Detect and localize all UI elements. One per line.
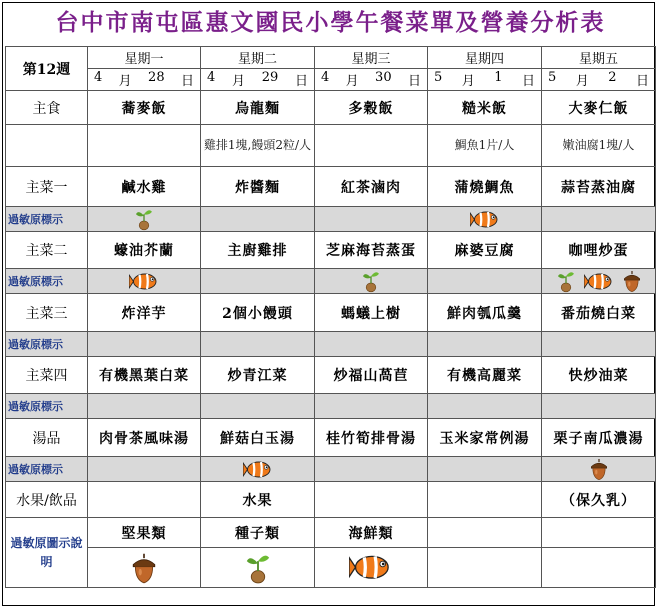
fruit-item: （保久乳） [542,482,656,518]
staple-note-label [6,125,88,167]
fruit-item [315,482,428,518]
main2-dish: 主廚雞排 [201,232,315,269]
staple-dish: 烏龍麵 [201,91,315,125]
allergen-cell [428,394,542,419]
acorn-icon [130,551,158,585]
row-label-staple: 主食 [6,91,88,125]
legend-icon-cell [315,548,428,588]
acorn-icon [622,269,642,293]
allergen-cell [201,457,315,482]
main1-dish: 蒜苔蒸油腐 [542,167,656,207]
allergen-legend-label: 過敏原圖示說明 [6,518,88,588]
allergen-cell [315,207,428,232]
row-label-main1: 主菜一 [6,167,88,207]
main4-dish: 快炒油菜 [542,357,656,394]
date-cell: 5 月 2 日 [542,69,656,91]
row-label-main2: 主菜二 [6,232,88,269]
empty-cell [542,548,656,588]
main2-dish: 咖哩炒蛋 [542,232,656,269]
allergen-row-label: 過敏原標示 [6,207,88,232]
date-cell: 4 月 28 日 [88,69,201,91]
allergen-cell [428,269,542,294]
staple-dish: 多穀飯 [315,91,428,125]
allergen-cell [201,207,315,232]
clownfish-icon [584,271,614,292]
weekday-header: 星期一 [88,47,201,69]
row-label-soup: 湯品 [6,419,88,457]
allergen-cell [428,207,542,232]
main4-dish: 炒青江菜 [201,357,315,394]
soup-dish: 肉骨茶風味湯 [88,419,201,457]
allergen-row-label: 過敏原標示 [6,269,88,294]
allergen-cell [542,457,656,482]
staple-note [315,125,428,167]
main3-dish: 2個小饅頭 [201,294,315,332]
staple-dish: 大麥仁飯 [542,91,656,125]
allergen-cell [315,269,428,294]
allergen-row-label: 過敏原標示 [6,332,88,357]
weekday-header: 星期三 [315,47,428,69]
main2-dish: 芝麻海苔蒸蛋 [315,232,428,269]
soup-dish: 桂竹筍排骨湯 [315,419,428,457]
empty-cell [428,518,542,548]
allergen-cell [542,394,656,419]
main3-dish: 番茄燒白菜 [542,294,656,332]
soup-dish: 栗子南瓜濃湯 [542,419,656,457]
main3-dish: 炸洋芋 [88,294,201,332]
date-cell: 5 月 1 日 [428,69,542,91]
legend-icon-cell [201,548,315,588]
main4-dish: 炒福山萵苣 [315,357,428,394]
main2-dish: 麻婆豆腐 [428,232,542,269]
seedling-icon [556,269,576,293]
row-label-fruit: 水果/飲品 [6,482,88,518]
menu-table [5,46,656,588]
main2-dish: 蠔油芥蘭 [88,232,201,269]
allergen-cell [201,394,315,419]
allergen-cell [201,332,315,357]
staple-note: 鯛魚1片/人 [428,125,542,167]
seedling-icon [134,207,154,231]
allergen-cell [542,332,656,357]
main1-dish: 紅茶滷肉 [315,167,428,207]
allergen-cell [315,394,428,419]
allergen-cell [88,269,201,294]
empty-cell [542,518,656,548]
main3-dish: 螞蟻上樹 [315,294,428,332]
staple-note: 雞排1塊,饅頭2粒/人 [201,125,315,167]
clownfish-icon [349,552,393,582]
weekday-header: 星期二 [201,47,315,69]
fruit-item: 水果 [201,482,315,518]
legend-name: 種子類 [201,518,315,548]
allergen-cell [88,457,201,482]
acorn-icon [589,457,609,481]
allergen-cell [542,269,656,294]
allergen-cell [201,269,315,294]
allergen-cell [315,457,428,482]
allergen-row-label: 過敏原標示 [6,394,88,419]
main1-dish: 蒲燒鯛魚 [428,167,542,207]
seedling-icon [244,551,272,585]
main3-dish: 鮮肉瓠瓜羹 [428,294,542,332]
fruit-item [88,482,201,518]
clownfish-icon [470,209,500,230]
date-cell: 4 月 30 日 [315,69,428,91]
legend-name: 海鮮類 [315,518,428,548]
main4-dish: 有機高麗菜 [428,357,542,394]
row-label-main3: 主菜三 [6,294,88,332]
allergen-cell [88,394,201,419]
soup-dish: 玉米家常例湯 [428,419,542,457]
allergen-row-label: 過敏原標示 [6,457,88,482]
legend-icon-cell [88,548,201,588]
allergen-cell [542,207,656,232]
page-title: 台中市南屯區惠文國民小學午餐菜單及營養分析表 [55,9,606,36]
fruit-item [428,482,542,518]
clownfish-icon [129,271,159,292]
allergen-cell [88,332,201,357]
weekday-header: 星期五 [542,47,656,69]
allergen-cell [315,332,428,357]
allergen-cell [428,332,542,357]
main1-dish: 鹹水雞 [88,167,201,207]
seedling-icon [361,269,381,293]
date-cell: 4 月 29 日 [201,69,315,91]
allergen-cell [428,457,542,482]
week-label: 第12週 [6,47,88,91]
row-label-main4: 主菜四 [6,357,88,394]
clownfish-icon [243,459,273,480]
staple-note: 嫩油腐1塊/人 [542,125,656,167]
main1-dish: 炸醬麵 [201,167,315,207]
staple-dish: 糙米飯 [428,91,542,125]
legend-name: 堅果類 [88,518,201,548]
empty-cell [428,548,542,588]
staple-dish: 蕎麥飯 [88,91,201,125]
soup-dish: 鮮菇白玉湯 [201,419,315,457]
staple-note [88,125,201,167]
allergen-cell [88,207,201,232]
weekday-header: 星期四 [428,47,542,69]
main4-dish: 有機黑葉白菜 [88,357,201,394]
